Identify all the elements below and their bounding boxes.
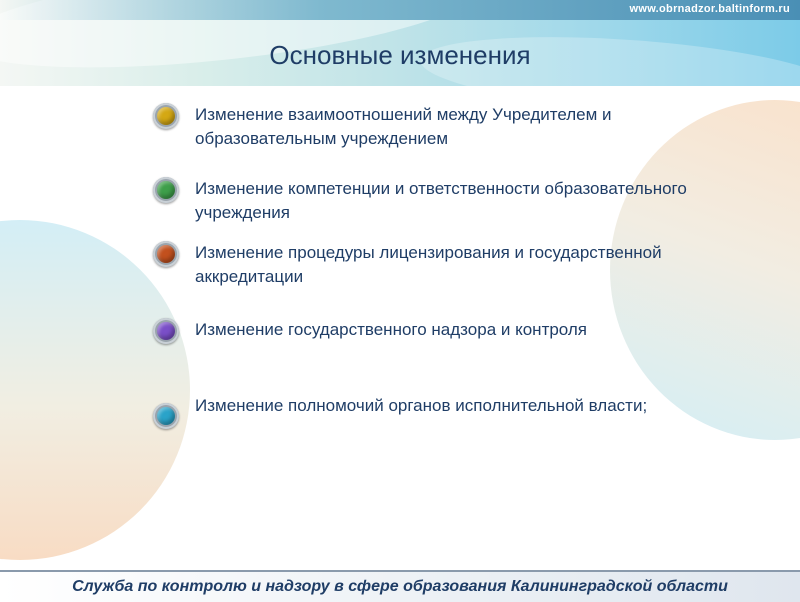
list-item-text: Изменение полномочий органов исполнительной власти;: [195, 396, 648, 415]
footer-text: Служба по контролю и надзору в сфере образования Калининградской области: [72, 578, 728, 595]
list-item-text: Изменение государственного надзора и контроля: [195, 320, 588, 339]
list-item-2: [150, 177, 750, 237]
list-item-text: Изменение взаимоотношений между Учредителем и образовательным учреждением: [195, 105, 612, 148]
list-item-5: [150, 396, 750, 463]
top-bar: [0, 0, 800, 20]
list-item-3: [150, 241, 750, 301]
orange-bullet-icon: [153, 241, 179, 267]
slide-title: Основные изменения: [269, 40, 531, 70]
purple-bullet-icon: [153, 318, 179, 344]
slide-footer: [0, 570, 800, 602]
yellow-bullet-icon: [153, 103, 179, 129]
blue-bullet-icon: [153, 403, 179, 429]
list-item-text: Изменение компетенции и ответственности образовательного учреждения: [195, 179, 687, 222]
green-bullet-icon: [153, 177, 179, 203]
list-item-1: [150, 103, 750, 163]
site-url: www.obrnadzor.baltinform.ru: [629, 3, 790, 15]
list-item-text: Изменение процедуры лицензирования и государственной аккредитации: [195, 243, 662, 286]
list-item-4: [150, 318, 750, 378]
slide-header: [0, 0, 800, 86]
